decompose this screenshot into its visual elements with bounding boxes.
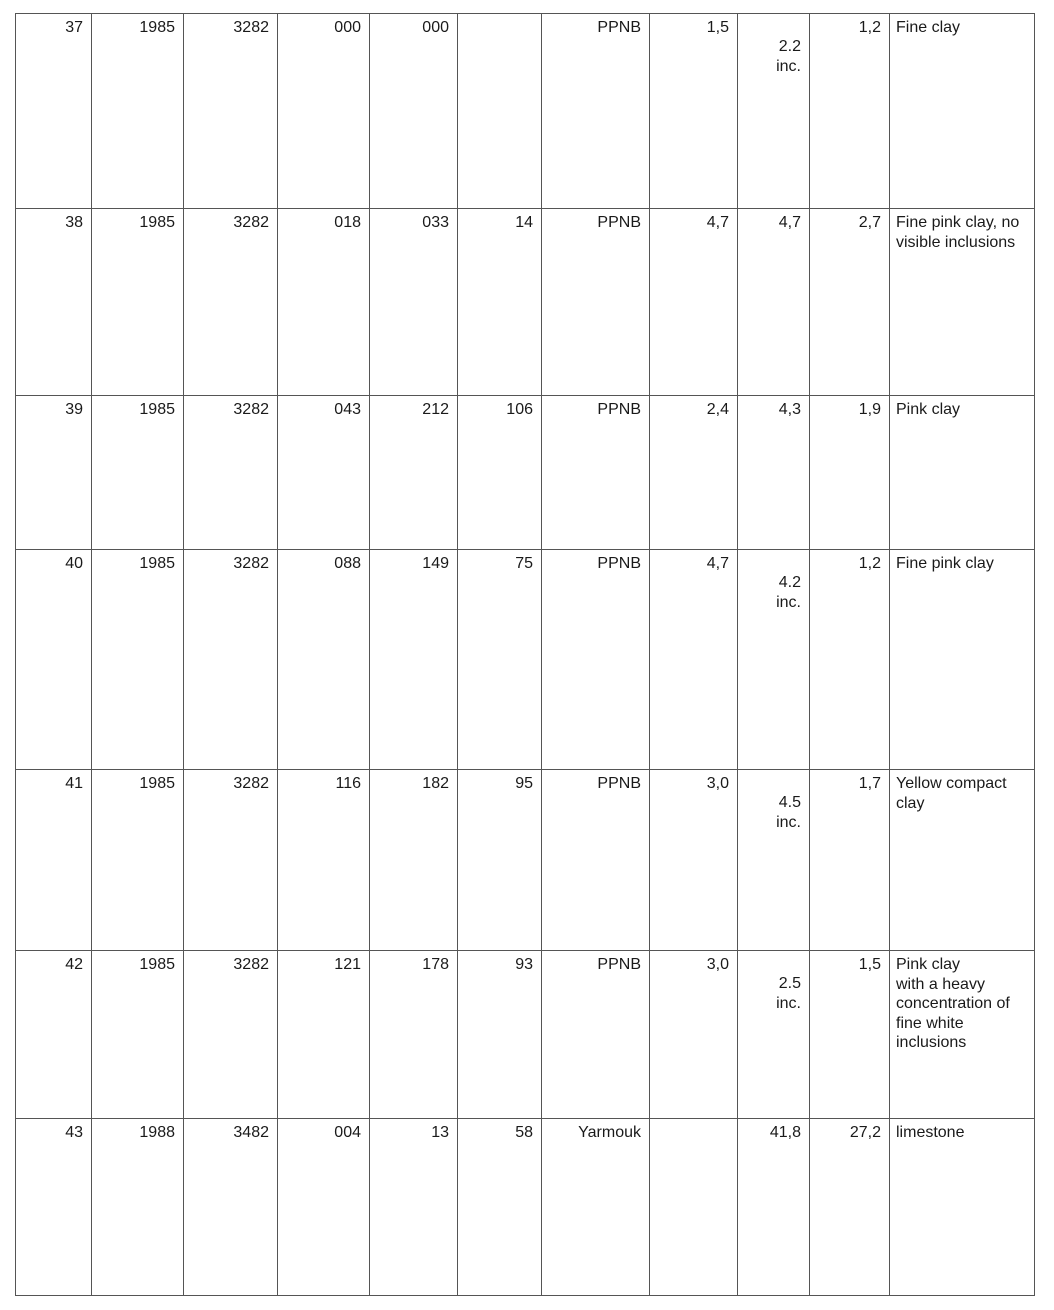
cell-measure-2 — [738, 550, 810, 770]
cell-value-b: 182 — [370, 770, 458, 951]
cell-period: Yarmouk — [542, 1119, 650, 1296]
cell-measure-1: 3,0 — [650, 951, 738, 1119]
cell-measure-1: 3,0 — [650, 770, 738, 951]
cell-measure-2: 4,3 — [738, 396, 810, 550]
cell-value-c — [458, 14, 542, 209]
cell-year: 1985 — [92, 209, 184, 396]
cell-description: Pink clay — [890, 396, 1035, 550]
cell-number: 43 — [16, 1119, 92, 1296]
cell-value-b: 13 — [370, 1119, 458, 1296]
cell-value-a: 088 — [278, 550, 370, 770]
inclusion-label: inc. — [776, 813, 801, 831]
inclusion-note — [744, 955, 801, 1013]
cell-measure-3: 1,2 — [810, 14, 890, 209]
cell-period: PPNB — [542, 396, 650, 550]
cell-locus: 3282 — [184, 770, 278, 951]
cell-value-b: 000 — [370, 14, 458, 209]
cell-locus: 3282 — [184, 396, 278, 550]
cell-value-b: 033 — [370, 209, 458, 396]
cell-value-c: 75 — [458, 550, 542, 770]
cell-measure-3: 1,5 — [810, 951, 890, 1119]
cell-locus: 3482 — [184, 1119, 278, 1296]
cell-period: PPNB — [542, 550, 650, 770]
cell-value-c: 93 — [458, 951, 542, 1119]
table-row — [16, 396, 1035, 550]
cell-year: 1985 — [92, 396, 184, 550]
cell-locus: 3282 — [184, 951, 278, 1119]
cell-value-a: 043 — [278, 396, 370, 550]
cell-period: PPNB — [542, 14, 650, 209]
table-row — [16, 1119, 1035, 1296]
table-row — [16, 951, 1035, 1119]
cell-value-c: 95 — [458, 770, 542, 951]
cell-number: 40 — [16, 550, 92, 770]
cell-measure-1: 4,7 — [650, 550, 738, 770]
cell-measure-1: 2,4 — [650, 396, 738, 550]
table-row — [16, 209, 1035, 396]
cell-locus: 3282 — [184, 14, 278, 209]
cell-measure-1 — [650, 1119, 738, 1296]
cell-value-a: 121 — [278, 951, 370, 1119]
cell-year: 1985 — [92, 14, 184, 209]
cell-measure-2: 41,8 — [738, 1119, 810, 1296]
inclusion-note — [744, 554, 801, 612]
cell-number: 41 — [16, 770, 92, 951]
cell-number: 38 — [16, 209, 92, 396]
cell-value-a: 000 — [278, 14, 370, 209]
cell-description: Fine pink clay — [890, 550, 1035, 770]
cell-year: 1985 — [92, 951, 184, 1119]
cell-measure-2: 4,7 — [738, 209, 810, 396]
cell-value-c: 106 — [458, 396, 542, 550]
cell-measure-3: 1,9 — [810, 396, 890, 550]
cell-value-a: 116 — [278, 770, 370, 951]
cell-measure-3: 1,2 — [810, 550, 890, 770]
cell-period: PPNB — [542, 209, 650, 396]
cell-number: 37 — [16, 14, 92, 209]
inclusion-label: inc. — [776, 57, 801, 75]
cell-locus: 3282 — [184, 550, 278, 770]
cell-value-a: 018 — [278, 209, 370, 396]
cell-value-c: 14 — [458, 209, 542, 396]
cell-description: Yellow compact clay — [890, 770, 1035, 951]
cell-measure-2 — [738, 951, 810, 1119]
cell-description: Fine clay — [890, 14, 1035, 209]
inclusion-value: 2.5 — [778, 975, 801, 992]
inclusion-value: 4.5 — [778, 794, 801, 811]
cell-measure-3: 2,7 — [810, 209, 890, 396]
inclusion-value: 4.2 — [778, 574, 801, 591]
cell-description: Pink clay with a heavy concentration of fine white inclusions — [890, 951, 1035, 1119]
inclusion-value: 2.2 — [778, 38, 801, 55]
table-row — [16, 14, 1035, 209]
cell-measure-1: 1,5 — [650, 14, 738, 209]
cell-locus: 3282 — [184, 209, 278, 396]
cell-measure-3: 27,2 — [810, 1119, 890, 1296]
table-row — [16, 550, 1035, 770]
inclusion-note — [744, 18, 801, 76]
data-table — [15, 13, 1035, 1296]
table-row — [16, 770, 1035, 951]
cell-measure-2 — [738, 14, 810, 209]
cell-value-c: 58 — [458, 1119, 542, 1296]
inclusion-note — [744, 774, 801, 832]
cell-value-b: 212 — [370, 396, 458, 550]
cell-period: PPNB — [542, 951, 650, 1119]
cell-value-a: 004 — [278, 1119, 370, 1296]
cell-year: 1985 — [92, 550, 184, 770]
cell-number: 39 — [16, 396, 92, 550]
cell-value-b: 178 — [370, 951, 458, 1119]
cell-measure-1: 4,7 — [650, 209, 738, 396]
cell-description: limestone — [890, 1119, 1035, 1296]
cell-description: Fine pink clay, no visible inclusions — [890, 209, 1035, 396]
inclusion-label: inc. — [776, 593, 801, 611]
cell-value-b: 149 — [370, 550, 458, 770]
cell-number: 42 — [16, 951, 92, 1119]
cell-measure-2 — [738, 770, 810, 951]
cell-year: 1985 — [92, 770, 184, 951]
cell-period: PPNB — [542, 770, 650, 951]
inclusion-label: inc. — [776, 994, 801, 1012]
cell-measure-3: 1,7 — [810, 770, 890, 951]
cell-year: 1988 — [92, 1119, 184, 1296]
